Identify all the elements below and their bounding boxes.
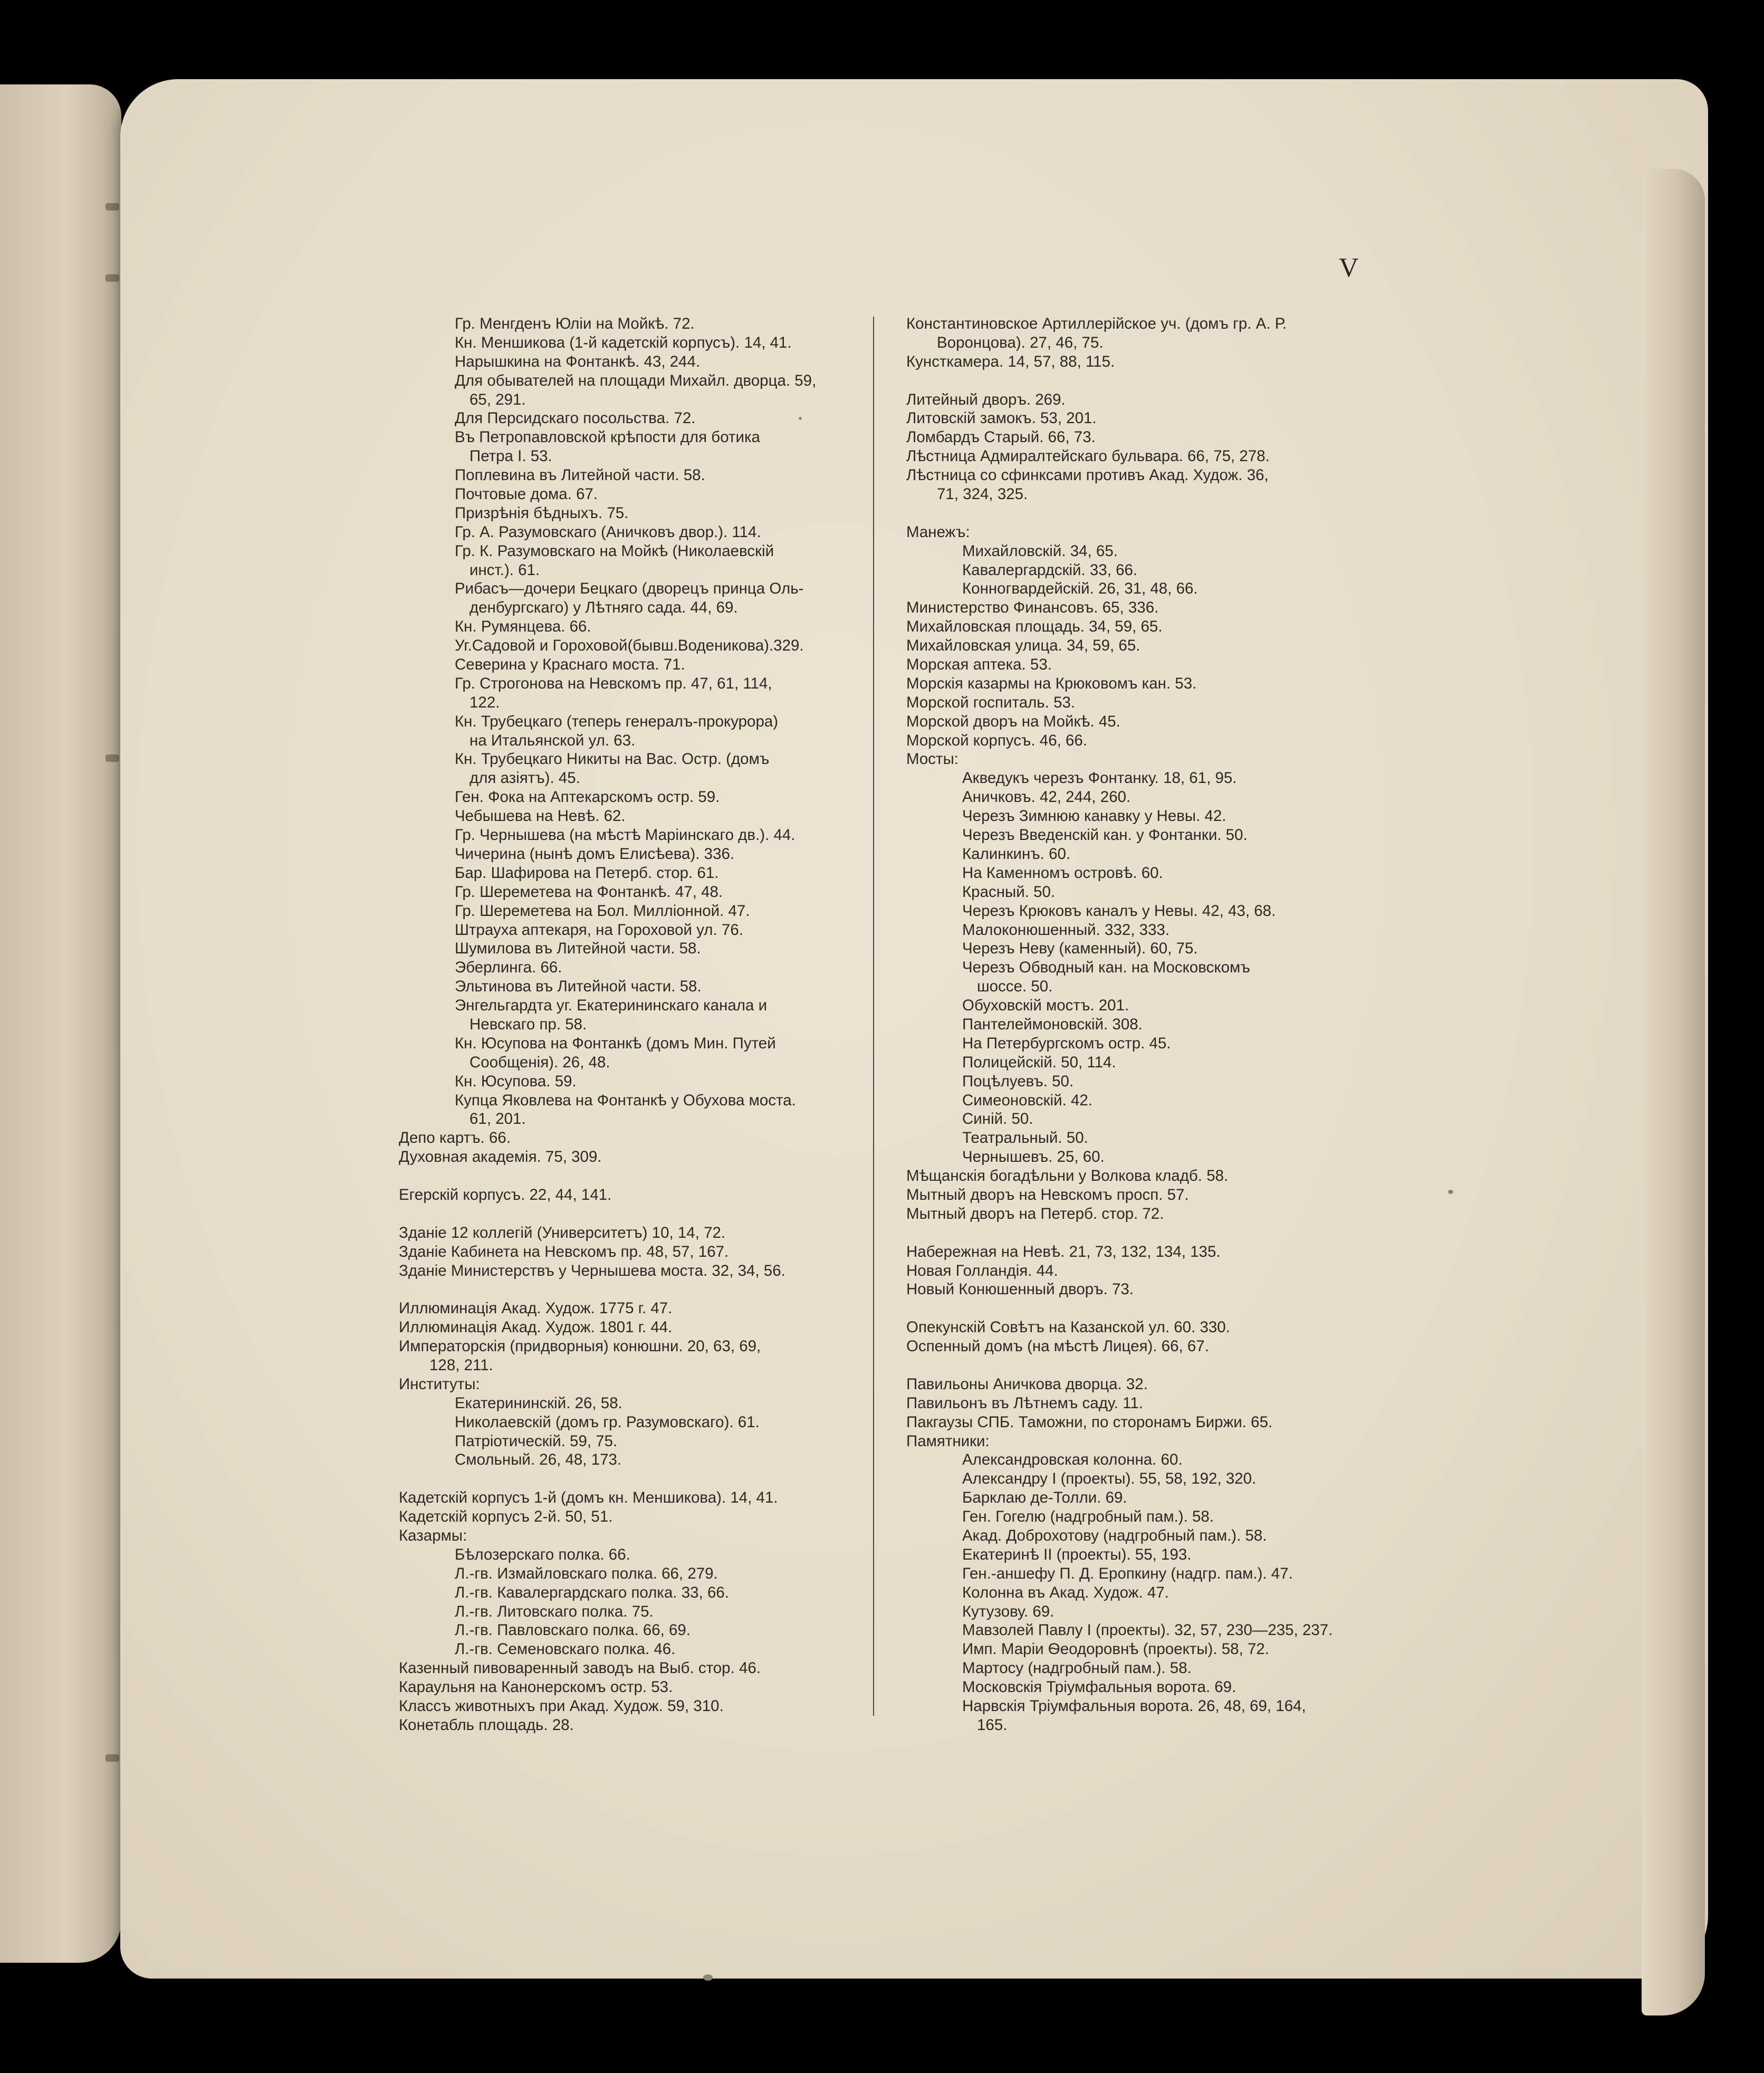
index-entry: Купца Яковлева на Фонтанкѣ у Обухова моста. (455, 1091, 796, 1109)
blank-line (906, 1299, 1365, 1318)
index-entry: Морской госпиталь. 53. (906, 693, 1076, 711)
index-entry: Ген. Фока на Аптекарскомъ остр. 59. (455, 788, 720, 806)
binding-stitch (106, 1754, 119, 1762)
index-entry: Михайловская площадь. 34, 59, 65. (906, 618, 1163, 636)
index-entry: на Итальянской ул. 63. (469, 731, 636, 749)
index-entry: Обуховскій мостъ. 201. (962, 997, 1129, 1015)
index-entry: 165. (977, 1716, 1008, 1734)
index-entry: Черезъ Неву (каменный). 60, 75. (962, 940, 1198, 958)
index-entry: Депо картъ. 66. (399, 1129, 511, 1147)
index-entry: Кадетскій корпусъ 2-й. 50, 51. (399, 1508, 613, 1526)
blank-line (906, 1356, 1365, 1375)
index-entry: Л.-гв. Семеновскаго полка. 46. (455, 1640, 676, 1658)
index-entry: На Петербургскомъ остр. 45. (962, 1034, 1171, 1052)
index-entry: 71, 324, 325. (937, 485, 1028, 503)
index-entry: Уг.Садовой и Гороховой(бывш.Воденикова).329. (455, 637, 804, 655)
index-entry: Егерскій корпусъ. 22, 44, 141. (399, 1186, 612, 1203)
page-edge (1642, 169, 1705, 2015)
index-entry: Патріотическій. 59, 75. (455, 1432, 618, 1450)
index-entry: Пантелеймоновскій. 308. (962, 1015, 1143, 1033)
index-entry: Казенный пивоваренный заводъ на Выб. стор. 46. (399, 1659, 761, 1677)
index-entry: Александру I (проекты). 55, 58, 192, 320. (962, 1470, 1257, 1488)
index-entry: Иллюминація Акад. Худож. 1801 г. 44. (399, 1319, 673, 1336)
column-divider (873, 317, 874, 1716)
blank-line (906, 1224, 1365, 1243)
index-entry: Михайловскій. 34, 65. (962, 542, 1118, 560)
index-entry: Черезъ Обводный кан. на Московскомъ (962, 959, 1250, 977)
index-entry: Л.-гв. Кавалергардскаго полка. 33, 66. (455, 1583, 729, 1601)
index-entry: Кавалергардскій. 33, 66. (962, 561, 1138, 579)
index-entry: Александровская колонна. 60. (962, 1451, 1183, 1469)
index-entry: 61, 201. (469, 1110, 526, 1128)
index-entry: Симеоновскій. 42. (962, 1091, 1093, 1109)
index-entry: Мытный дворъ на Петерб. стор. 72. (906, 1205, 1164, 1222)
blank-line (399, 1469, 858, 1488)
index-entry: Черезъ Зимнюю канавку у Невы. 42. (962, 807, 1226, 825)
index-entry: Кадетскій корпусъ 1-й (домъ кн. Меншикова). 14, 41. (399, 1489, 778, 1507)
index-entry: Л.-гв. Павловскаго полка. 66, 69. (455, 1621, 691, 1639)
index-entry: Институты: (399, 1375, 480, 1393)
index-entry: Л.-гв. Измайловскаго полка. 66, 279. (455, 1564, 718, 1582)
index-entry: Энгельгардта уг. Екатерининскаго канала и (455, 997, 768, 1015)
index-entry: Ген.-аншефу П. Д. Еропкину (надгр. пам.). 47. (962, 1564, 1293, 1582)
index-entry: Московскія Тріумфальныя ворота. 69. (962, 1678, 1236, 1696)
index-entry: Поцѣлуевъ. 50. (962, 1072, 1074, 1090)
index-entry: Л.-гв. Литовскаго полка. 75. (455, 1602, 654, 1620)
index-entry: Гр. А. Разумовскаго (Аничковъ двор.). 114. (455, 523, 761, 541)
index-entry: Калинкинъ. 60. (962, 845, 1071, 863)
index-entry: Иллюминація Акад. Худож. 1775 г. 47. (399, 1300, 673, 1317)
index-entry: Кн. Юсупова. 59. (455, 1072, 577, 1090)
index-entry: Малоконюшенный. 332, 333. (962, 921, 1170, 939)
index-entry: Лѣстница со сфинксами противъ Акад. Худож. 36, (906, 466, 1269, 484)
index-entry: Шумилова въ Литейной части. 58. (455, 940, 701, 958)
index-entry: Караульня на Канонерскомъ остр. 53. (399, 1678, 673, 1696)
index-entry: Конногвардейскій. 26, 31, 48, 66. (962, 580, 1198, 598)
index-entry: Морской дворъ на Мойкѣ. 45. (906, 712, 1120, 730)
index-entry: Екатерининскій. 26, 58. (455, 1394, 622, 1412)
index-entry: Чебышева на Невѣ. 62. (455, 807, 626, 825)
index-entry: Казармы: (399, 1527, 467, 1544)
paper-speck (703, 1974, 713, 1981)
index-entry: Гр. Менгденъ Юліи на Мойкѣ. 72. (455, 315, 695, 332)
index-entry: Чернышевъ. 25, 60. (962, 1148, 1105, 1166)
index-entry: Опекунскій Совѣтъ на Казанской ул. 60. 330. (906, 1319, 1230, 1336)
index-entry: Екатеринѣ II (проекты). 55, 193. (962, 1545, 1192, 1563)
index-entry: Петра I. 53. (469, 447, 552, 465)
index-entry: Штрауха аптекаря, на Гороховой ул. 76. (455, 921, 743, 939)
index-entry: Морскія казармы на Крюковомъ кан. 53. (906, 674, 1197, 692)
index-entry: Морской корпусъ. 46, 66. (906, 731, 1088, 749)
index-entry: Полицейскій. 50, 114. (962, 1053, 1116, 1071)
binding-stitch (106, 754, 119, 762)
index-entry: Акад. Доброхотову (надгробный пам.). 58. (962, 1527, 1267, 1544)
index-entry: шоссе. 50. (977, 978, 1053, 996)
adjacent-left-page (0, 84, 121, 1963)
index-entry: Воронцова). 27, 46, 75. (937, 333, 1104, 351)
index-entry: Для Персидскаго посольства. 72. (455, 409, 696, 427)
index-entry: Въ Петропавловской крѣпости для ботика (455, 428, 760, 446)
index-entry: Николаевскій (домъ гр. Разумовскаго). 61. (455, 1413, 760, 1431)
index-entry: Сообщенія). 26, 48. (469, 1053, 610, 1071)
index-entry: Кн. Трубецкаго (теперь генералъ-прокурора) (455, 712, 779, 730)
index-entry: Красный. 50. (962, 883, 1056, 901)
index-entry: Литейный дворъ. 269. (906, 390, 1066, 408)
index-entry: Оспенный домъ (на мѣстѣ Лицея). 66, 67. (906, 1338, 1209, 1355)
index-entry: На Каменномъ островѣ. 60. (962, 864, 1163, 882)
index-entry: Морская аптека. 53. (906, 656, 1052, 674)
index-entry: Гр. Шереметева на Бол. Милліонной. 47. (455, 902, 750, 920)
index-entry: Рибасъ—дочери Бецкаго (дворецъ принца Оль- (455, 580, 804, 598)
index-entry: Аничковъ. 42, 244, 260. (962, 788, 1131, 806)
index-entry: Чичерина (нынѣ домъ Елисѣева). 336. (455, 845, 735, 863)
index-entry: Бѣлозерскаго полка. 66. (455, 1545, 630, 1563)
index-entry: Гр. К. Разумовскаго на Мойкѣ (Николаевскій (455, 542, 774, 560)
index-entry: Театральный. 50. (962, 1129, 1088, 1147)
index-entry: Синій. 50. (962, 1110, 1033, 1128)
index-entry: Зданіе Министерствъ у Чернышева моста. 32, 34, 56. (399, 1262, 785, 1279)
index-entry: Ген. Гогелю (надгробный пам.). 58. (962, 1508, 1214, 1526)
index-entry: Михайловская улица. 34, 59, 65. (906, 637, 1140, 655)
index-entry: Эльтинова въ Литейной части. 58. (455, 978, 702, 996)
blank-line (906, 504, 1365, 523)
blank-line (399, 1167, 858, 1186)
index-entry: Конетабль площадь. 28. (399, 1716, 574, 1734)
index-entry: 128, 211. (429, 1356, 493, 1374)
index-entry: Кутузову. 69. (962, 1602, 1054, 1620)
index-entry: Павильонъ въ Лѣтнемъ саду. 11. (906, 1394, 1143, 1412)
index-entry: Северина у Краснаго моста. 71. (455, 656, 685, 674)
index-entry: Мавзолей Павлу I (проекты). 32, 57, 230—235, 237. (962, 1621, 1333, 1639)
index-entry: Гр. Шереметева на Фонтанкѣ. 47, 48. (455, 883, 723, 901)
index-entry: Барклаю де-Толли. 69. (962, 1489, 1127, 1507)
index-entry: инст.). 61. (469, 561, 540, 579)
index-entry: Пакгаузы СПБ. Таможни, по сторонамъ Биржи. 65. (906, 1413, 1273, 1431)
index-entry: Для обывателей на площади Михайл. дворца. 59, (455, 371, 817, 389)
index-entry: Нарышкина на Фонтанкѣ. 43, 244. (455, 352, 701, 370)
page-number: V (1339, 253, 1359, 283)
index-entry: Кунсткамера. 14, 57, 88, 115. (906, 352, 1115, 370)
index-entry: Ломбардъ Старый. 66, 73. (906, 428, 1096, 446)
index-entry: Эберлинга. 66. (455, 959, 562, 977)
index-entry: Манежъ: (906, 523, 970, 541)
index-entry: Зданіе Кабинета на Невскомъ пр. 48, 57, 167. (399, 1243, 729, 1260)
index-entry: Духовная академія. 75, 309. (399, 1148, 602, 1166)
binding-stitch (106, 203, 119, 211)
index-entry: Акведукъ черезъ Фонтанку. 18, 61, 95. (962, 769, 1237, 787)
index-entry: Колонна въ Акад. Худож. 47. (962, 1583, 1169, 1601)
blank-line (399, 1205, 858, 1224)
index-entry: Гр. Чернышева (на мѣстѣ Маріинскаго дв.). 44. (455, 826, 795, 844)
index-entry: Памятники: (906, 1432, 990, 1450)
index-entry: Невскаго пр. 58. (469, 1015, 587, 1033)
index-column-left (399, 314, 858, 1735)
index-entry: Черезъ Крюковъ каналъ у Невы. 42, 43, 68. (962, 902, 1276, 920)
index-entry: Кн. Юсупова на Фонтанкѣ (домъ Мин. Путей (455, 1034, 776, 1052)
index-column-right (906, 314, 1365, 1735)
index-entry: Зданіе 12 коллегій (Университетъ) 10, 14, 72. (399, 1224, 726, 1241)
index-entry: Набережная на Невѣ. 21, 73, 132, 134, 135. (906, 1243, 1221, 1260)
index-entry: Призрѣнія бѣдныхъ. 75. (455, 504, 629, 522)
index-entry: Литовскій замокъ. 53, 201. (906, 409, 1097, 427)
index-entry: Кн. Румянцева. 66. (455, 618, 591, 636)
index-entry: Лѣстница Адмиралтейскаго бульвара. 66, 75, 278. (906, 447, 1270, 465)
index-entry: Мѣщанскія богадѣльни у Волкова кладб. 58. (906, 1167, 1229, 1185)
index-entry: Черезъ Введенскій кан. у Фонтанки. 50. (962, 826, 1248, 844)
index-entry: Мытный дворъ на Невскомъ просп. 57. (906, 1186, 1189, 1203)
paper-speck (1448, 1190, 1453, 1194)
index-entry: Нарвскія Тріумфальныя ворота. 26, 48, 69, 164, (962, 1697, 1306, 1715)
index-entry: Смольный. 26, 48, 173. (455, 1451, 622, 1469)
index-entry: Новый Конюшенный дворъ. 73. (906, 1281, 1134, 1298)
index-entry: Почтовые дома. 67. (455, 485, 598, 503)
index-entry: 122. (469, 693, 500, 711)
index-entry: Павильоны Аничкова дворца. 32. (906, 1375, 1148, 1393)
index-entry: Имп. Маріи Ѳеодоровнѣ (проекты). 58, 72. (962, 1640, 1269, 1658)
blank-line (906, 371, 1365, 390)
index-entry: для азіятъ). 45. (469, 769, 580, 787)
index-entry: 65, 291. (469, 390, 526, 408)
index-entry: Министерство Финансовъ. 65, 336. (906, 599, 1159, 617)
index-entry: Классъ животныхъ при Акад. Худож. 59, 310. (399, 1697, 724, 1715)
binding-stitch (106, 274, 119, 282)
index-entry: Новая Голландія. 44. (906, 1262, 1058, 1279)
index-entry: денбургскаго) у Лѣтняго сада. 44, 69. (469, 599, 738, 617)
index-entry: Гр. Строгонова на Невскомъ пр. 47, 61, 114, (455, 674, 772, 692)
index-entry: Кн. Трубецкаго Никиты на Вас. Остр. (домъ (455, 750, 770, 768)
index-entry: Мосты: (906, 750, 958, 768)
index-entry: Бар. Шафирова на Петерб. стор. 61. (455, 864, 719, 882)
index-entry: Императорскія (придворныя) конюшни. 20, 63, 69, (399, 1338, 761, 1355)
index-entry: Кн. Меншикова (1-й кадетскій корпусъ). 14, 41. (455, 333, 792, 351)
index-entry: Поплевина въ Литейной части. 58. (455, 466, 705, 484)
index-entry: Константиновское Артиллерійское уч. (домъ гр. А. Р. (906, 315, 1287, 332)
index-entry: Мартосу (надгробный пам.). 58. (962, 1659, 1192, 1677)
blank-line (399, 1280, 858, 1299)
